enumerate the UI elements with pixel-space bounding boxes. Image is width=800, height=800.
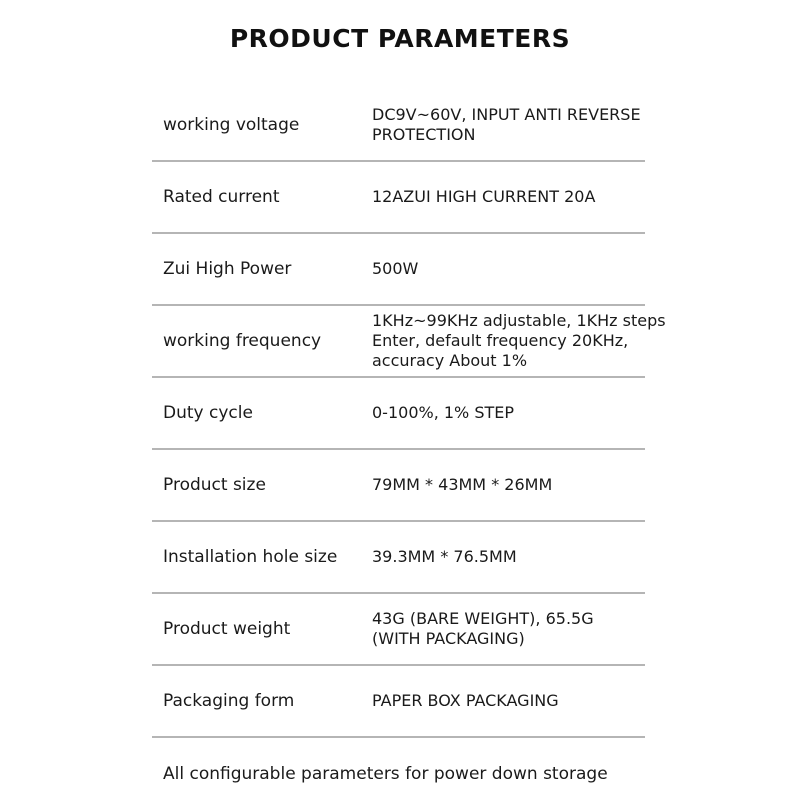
param-label: Product size [163,475,266,495]
footer-note: All configurable parameters for power down storage [163,764,608,784]
param-label: Rated current [163,187,280,207]
param-value-line: 39.3MM * 76.5MM [372,547,517,566]
param-value [372,378,645,448]
table-row [152,378,645,450]
param-value [372,306,666,376]
param-value-line: PAPER BOX PACKAGING [372,691,559,710]
page-title: PRODUCT PARAMETERS [229,24,571,53]
param-value [372,90,645,160]
param-value-line: (WITH PACKAGING) [372,629,525,648]
param-value-line: PROTECTION [372,125,476,144]
param-label: Duty cycle [163,403,253,423]
param-value [372,522,645,592]
param-value-line: 1KHz~99KHz adjustable, 1KHz steps [372,311,666,330]
param-label: Installation hole size [163,547,338,567]
param-value [372,450,645,520]
table-row [152,666,645,738]
param-value [372,234,645,304]
param-value-line: Enter, default frequency 20KHz, [372,331,629,350]
table-row [152,594,645,666]
param-value-line: 500W [372,259,419,278]
param-value-line: 43G (BARE WEIGHT), 65.5G [372,609,594,628]
param-value-line: 0-100%, 1% STEP [372,403,515,422]
table-row [152,162,645,234]
param-value [372,594,645,664]
param-value-line: 12AZUI HIGH CURRENT 20A [372,187,596,206]
param-value [372,666,645,736]
param-value-line: accuracy About 1% [372,351,528,370]
param-value [372,162,645,232]
parameters-table [152,90,666,738]
param-label: Packaging form [163,691,295,711]
table-row [152,522,645,594]
param-value-line: 79MM * 43MM * 26MM [372,475,553,494]
table-row [152,450,645,522]
param-label: working voltage [163,115,300,135]
param-label: Product weight [163,619,291,639]
param-label: Zui High Power [163,259,292,279]
table-row [152,90,645,162]
param-value-line: DC9V~60V, INPUT ANTI REVERSE [372,105,641,124]
table-row [152,306,666,378]
table-row [152,234,645,306]
param-label: working frequency [163,331,322,351]
